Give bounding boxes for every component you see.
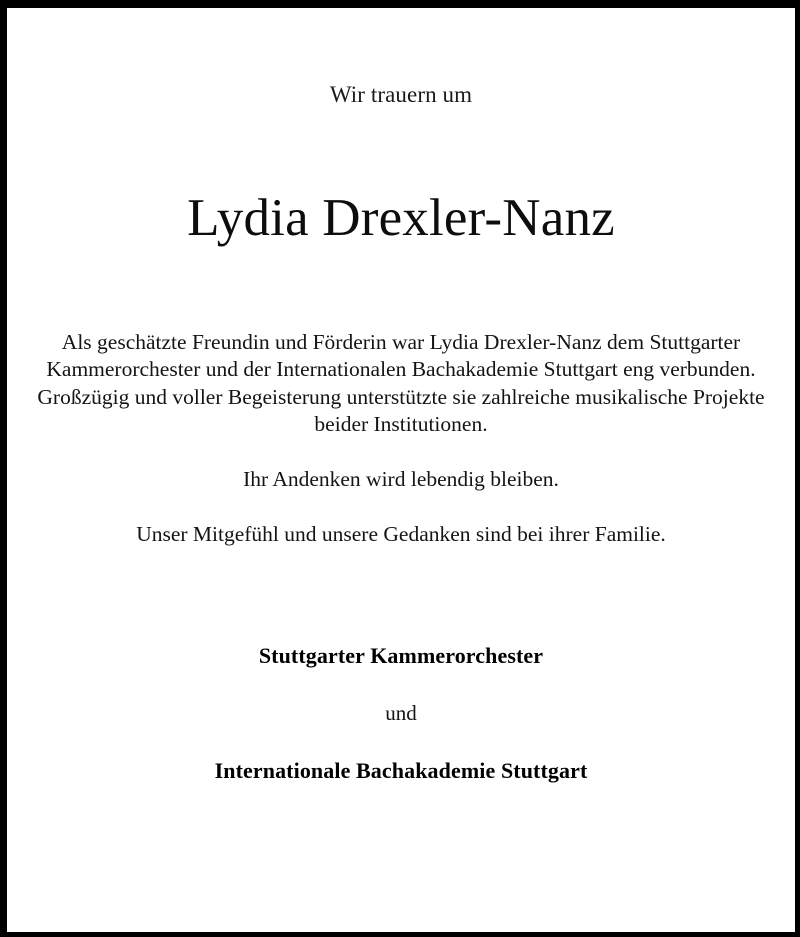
- condolence-line: Unser Mitgefühl und unsere Gedanken sind bei ihrer Familie.: [136, 522, 666, 547]
- tribute-body-block: [29, 247, 773, 549]
- signatory-organization-primary: Stuttgarter Kammerorchester: [258, 642, 544, 668]
- remembrance-line: Ihr Andenken wird lebendig bleiben.: [243, 466, 559, 491]
- notice-content-area: [7, 8, 795, 932]
- deceased-name-heading: Lydia Drexler-Nanz: [187, 189, 615, 248]
- signatory-conjunction: und: [385, 701, 417, 726]
- tribute-paragraph: Als geschätzte Freundin und Förderin war Lydia Drexler-Nanz dem Stuttgarter Kammerorchester und der Internationalen Bachakademie Stuttgart eng verbunden. Großzügig und voller Begeisterung unterstützte sie zahlreiche musikalische Projekte beider Institutionen.: [37, 329, 765, 437]
- signatory-organization-secondary: Internationale Bachakademie Stuttgart: [214, 758, 588, 784]
- signatory-block: [29, 549, 773, 784]
- mourning-eyebrow-text: Wir trauern um: [329, 82, 473, 107]
